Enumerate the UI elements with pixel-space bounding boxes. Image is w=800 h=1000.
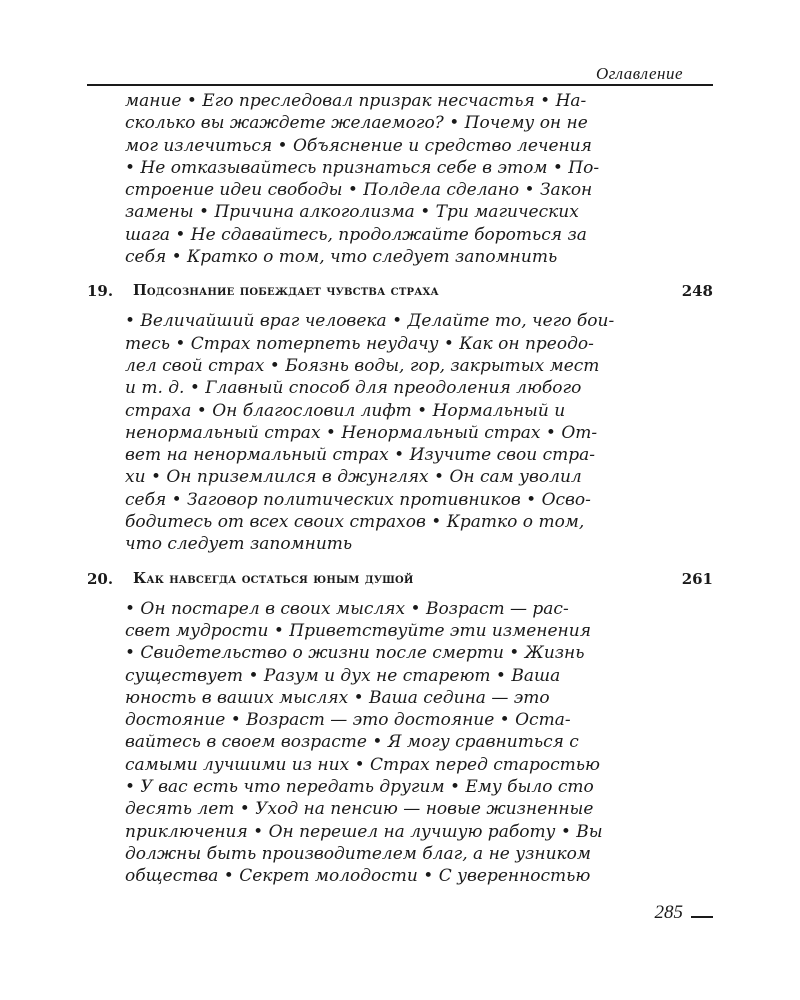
chapter-number: 20. xyxy=(87,569,114,588)
chapter-20 xyxy=(87,570,713,888)
toc-line: • Он постарел в своих мыслях • Возраст — рас- xyxy=(125,598,569,619)
toc-line: страха • Он благословил лифт • Нормальный и xyxy=(125,400,566,421)
toc-line: приключения • Он перешел на лучшую работу • Вы xyxy=(125,821,603,842)
running-title: Оглавление xyxy=(595,64,683,83)
toc-line: хи • Он приземлился в джунглях • Он сам уволил xyxy=(125,467,582,488)
footer-rule xyxy=(691,916,713,918)
toc-line: свет мудрости • Приветствуйте эти изменения xyxy=(125,620,591,641)
toc-line: что следует запомнить xyxy=(125,534,353,555)
chapter-title: Как навсегда остаться юным душой xyxy=(133,569,414,587)
chapter-19 xyxy=(87,282,713,555)
toc-line: себя • Заговор политических противников • Осво- xyxy=(125,489,591,510)
toc-line: вет на ненормальный страх • Изучите свои стра- xyxy=(125,445,596,466)
toc-line: • Величайший враг человека • Делайте то, чего бои- xyxy=(125,311,615,332)
toc-line: существует • Разум и дух не стареют • Ваша xyxy=(125,665,561,686)
page-number: 285 xyxy=(654,902,683,923)
toc-line: • Свидетельство о жизни после смерти • Жизнь xyxy=(125,643,585,664)
header-rule xyxy=(87,84,713,86)
toc-line: и т. д. • Главный способ для преодоления любого xyxy=(125,378,582,399)
chapter-page-number: 248 xyxy=(681,282,713,301)
chapter-heading xyxy=(87,282,713,304)
toc-line: мог излечиться • Объяснение и средство лечения xyxy=(125,135,592,156)
page-footer xyxy=(87,902,713,926)
toc-line: общества • Секрет молодости • С уверенностью xyxy=(125,866,591,887)
toc-line: замены • Причина алкоголизма • Три магических xyxy=(125,202,579,223)
toc-line: мание • Его преследовал призрак несчастья • На- xyxy=(125,91,587,111)
chapter-title: Подсознание побеждает чувства страха xyxy=(133,282,439,300)
toc-line: сколько вы жаждете желаемого? • Почему он не xyxy=(125,113,588,134)
toc-line: • У вас есть что передать другим • Ему было сто xyxy=(125,777,594,798)
toc-line: лел свой страх • Боязнь воды, гор, закрытых мест xyxy=(125,355,600,376)
toc-line: вайтесь в своем возрасте • Я могу сравниться с xyxy=(125,732,579,753)
toc-line: ненормальный страх • Ненормальный страх • От- xyxy=(125,422,598,443)
toc-line: • Не отказывайтесь признаться себе в этом • По- xyxy=(125,157,600,178)
toc-line: себя • Кратко о том, что следует запомнить xyxy=(125,247,558,268)
toc-line: тесь • Страх потерпеть неудачу • Как он преодо- xyxy=(125,333,594,354)
chapter-number: 19. xyxy=(87,282,114,301)
toc-line: должны быть производителем благ, а не узником xyxy=(125,843,592,864)
continued-entry-body xyxy=(125,90,687,268)
chapter-page-number: 261 xyxy=(681,569,713,588)
table-of-contents xyxy=(87,90,713,888)
toc-line: юность в ваших мыслях • Ваша седина — это xyxy=(125,687,550,708)
toc-line: достояние • Возраст — это достояние • Оста- xyxy=(125,710,571,731)
toc-line: бодитесь от всех своих страхов • Кратко о том, xyxy=(125,512,585,533)
chapter-summary xyxy=(125,310,687,555)
chapter-summary xyxy=(125,598,687,888)
toc-line: самыми лучшими из них • Страх перед старостью xyxy=(125,754,601,775)
toc-line: шага • Не сдавайтесь, продолжайте бороться за xyxy=(125,224,587,245)
chapter-heading xyxy=(87,570,713,592)
toc-line: строение идеи свободы • Полдела сделано • Закон xyxy=(125,180,593,201)
toc-line: десять лет • Уход на пенсию — новые жизненные xyxy=(125,799,594,820)
running-header xyxy=(87,58,713,86)
